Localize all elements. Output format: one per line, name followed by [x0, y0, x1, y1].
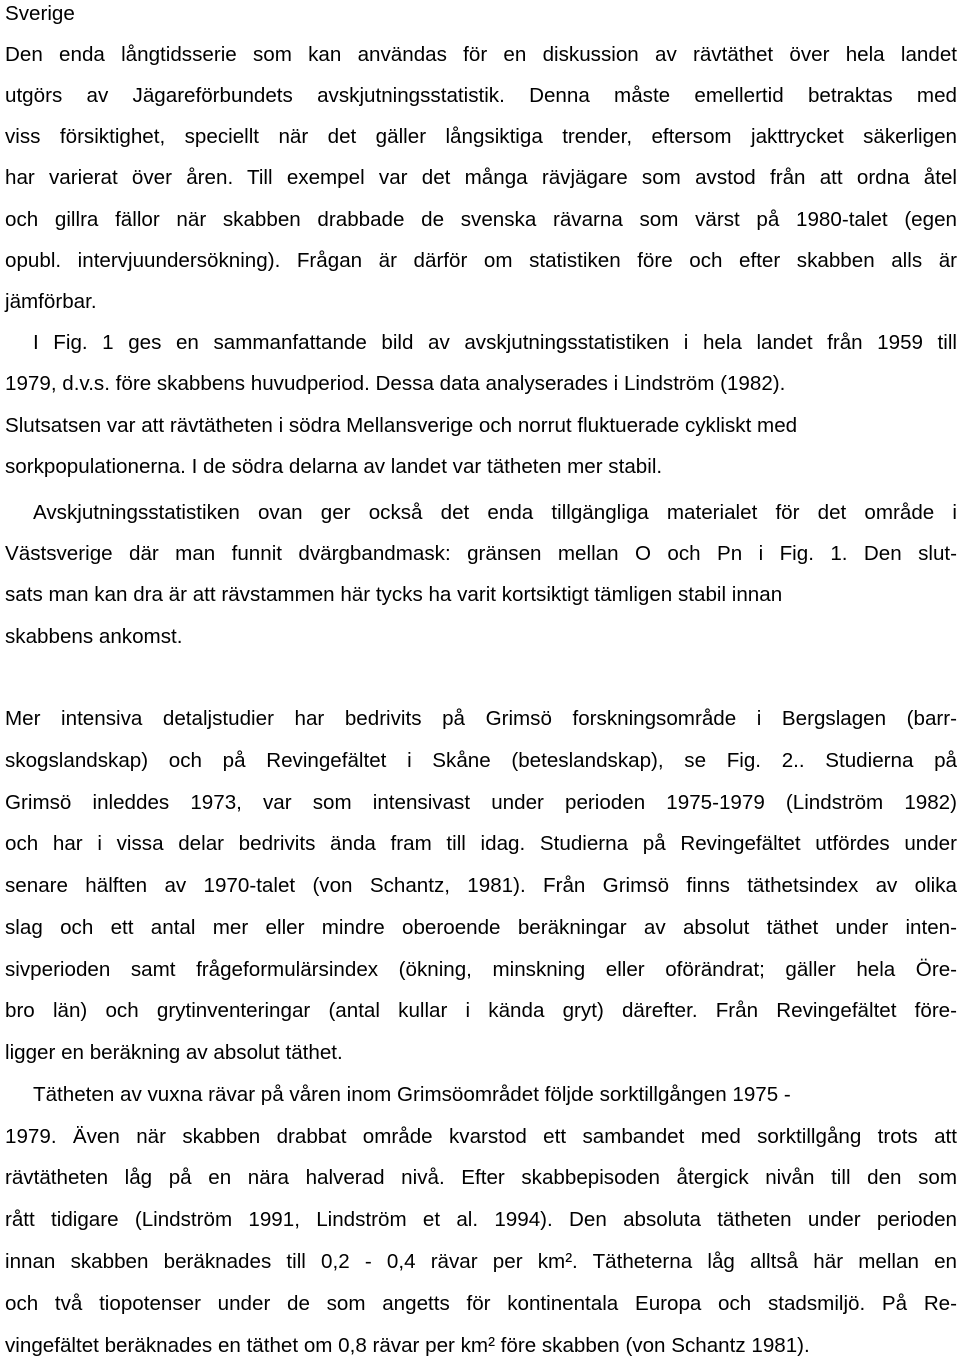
text-line: 1979, d.v.s. före skabbens huvudperiod. Dessa data analyserades i Lindström (1982). — [5, 372, 786, 395]
text-line: Avskjutningsstatistiken ovan ger också det enda tillgängliga materialet för det område i — [33, 501, 957, 524]
text-line: slag och ett antal mer eller mindre oberoende beräkningar av absolut täthet under inten- — [5, 916, 957, 939]
section-heading: Sverige — [5, 2, 75, 25]
text-line: jämförbar. — [5, 290, 97, 313]
text-line: innan skabben beräknades till 0,2 - 0,4 rävar per km². Tätheterna låg alltså här mellan en — [5, 1250, 957, 1273]
text-line: och två tiopotenser under de som angetts för kontinentala Europa och stadsmiljö. På Re- — [5, 1292, 957, 1315]
text-line: Tätheten av vuxna rävar på våren inom Grimsöområdet följde sorktillgången 1975 - — [33, 1083, 791, 1106]
text-line: senare hälften av 1970-talet (von Schantz, 1981). Från Grimsö finns täthetsindex av olika — [5, 874, 957, 897]
text-line: skabbens ankomst. — [5, 625, 183, 648]
text-line: rått tidigare (Lindström 1991, Lindström et al. 1994). Den absoluta tätheten under perioden — [5, 1208, 957, 1231]
text-line: bro län) och grytinventeringar (antal kullar i kända gryt) därefter. Från Revingefältet före- — [5, 999, 957, 1022]
text-line: rävtätheten låg på en nära halverad nivå. Efter skabbepisoden återgick nivån till den som — [5, 1166, 957, 1189]
text-line: I Fig. 1 ges en sammanfattande bild av avskjutningsstatistiken i hela landet från 1959 till — [33, 331, 957, 354]
text-line: ligger en beräkning av absolut täthet. — [5, 1041, 343, 1064]
text-line: skogslandskap) och på Revingefältet i Skåne (beteslandskap), se Fig. 2.. Studierna på — [5, 749, 957, 772]
text-line: och har i vissa delar bedrivits ända fram till idag. Studierna på Revingefältet utfördes under — [5, 832, 957, 855]
text-line: Grimsö inleddes 1973, var som intensivast under perioden 1975-1979 (Lindström 1982) — [5, 791, 957, 814]
text-line: Slutsatsen var att rävtätheten i södra Mellansverige och norrut fluktuerade cykliskt med — [5, 414, 798, 437]
text-line: sivperioden samt frågeformulärsindex (ökning, minskning eller oförändrat; gäller hela Öre- — [5, 958, 957, 981]
text-line: Den enda långtidsserie som kan användas för en diskussion av rävtäthet över hela landet — [5, 43, 957, 66]
text-line: viss försiktighet, speciellt när det gäller långsiktiga trender, eftersom jakttrycket säkerligen — [5, 125, 957, 148]
text-line: sats man kan dra är att rävstammen här tycks ha varit kortsiktigt tämligen stabil innan — [5, 583, 783, 606]
text-line: Västsverige där man funnit dvärgbandmask: gränsen mellan O och Pn i Fig. 1. Den slut- — [5, 542, 957, 565]
text-line: vingefältet beräknades en täthet om 0,8 rävar per km² före skabben (von Schantz 1981). — [5, 1334, 810, 1357]
text-line: Mer intensiva detaljstudier har bedrivits på Grimsö forskningsområde i Bergslagen (barr- — [5, 707, 957, 730]
text-line: har varierat över åren. Till exempel var det många rävjägare som avstod från att ordna åtel — [5, 166, 957, 189]
text-line: och gillra fällor när skabben drabbade de svenska rävarna som värst på 1980-talet (egen — [5, 208, 957, 231]
text-line: utgörs av Jägareförbundets avskjutningsstatistik. Denna måste emellertid betraktas med — [5, 84, 957, 107]
text-line: 1979. Även när skabben drabbat område kvarstod ett sambandet med sorktillgång trots att — [5, 1125, 957, 1148]
text-line: sorkpopulationerna. I de södra delarna av landet var tätheten mer stabil. — [5, 455, 663, 478]
text-line: opubl. intervjuundersökning). Frågan är därför om statistiken före och efter skabben alls är — [5, 249, 957, 272]
